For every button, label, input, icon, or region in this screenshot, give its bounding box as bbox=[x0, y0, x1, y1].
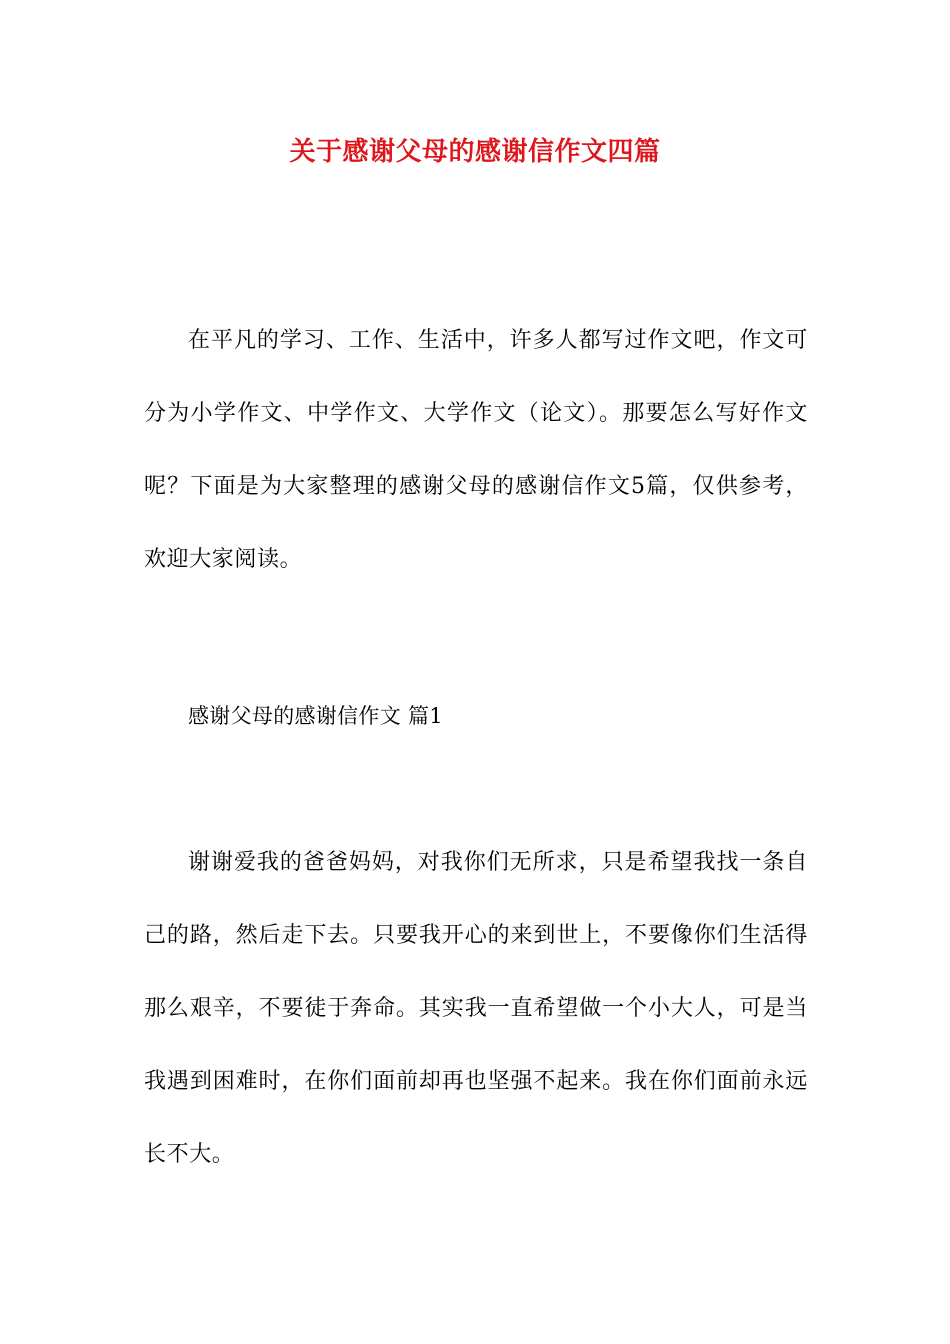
section-body-paragraph: 谢谢爱我的爸爸妈妈，对我你们无所求，只是希望我找一条自己的路，然后走下去。只要我开心的来到世上，不要像你们生活得那么艰辛，不要徒于奔命。其实我一直希望做一个小大人，可是当我遇到困难时，在你们面前却再也坚强不起来。我在你们面前永远长不大。 bbox=[144, 850, 808, 1167]
document-title: 关于感谢父母的感谢信作文四篇 bbox=[289, 137, 661, 167]
section-heading: 感谢父母的感谢信作文 篇1 bbox=[188, 704, 443, 728]
intro-paragraph: 在平凡的学习、工作、生活中，许多人都写过作文吧，作文可分为小学作文、中学作文、大学作文（论文）。那要怎么写好作文呢？下面是为大家整理的感谢父母的感谢信作文5篇，仅供参考，欢迎大家阅读。 bbox=[144, 328, 808, 572]
